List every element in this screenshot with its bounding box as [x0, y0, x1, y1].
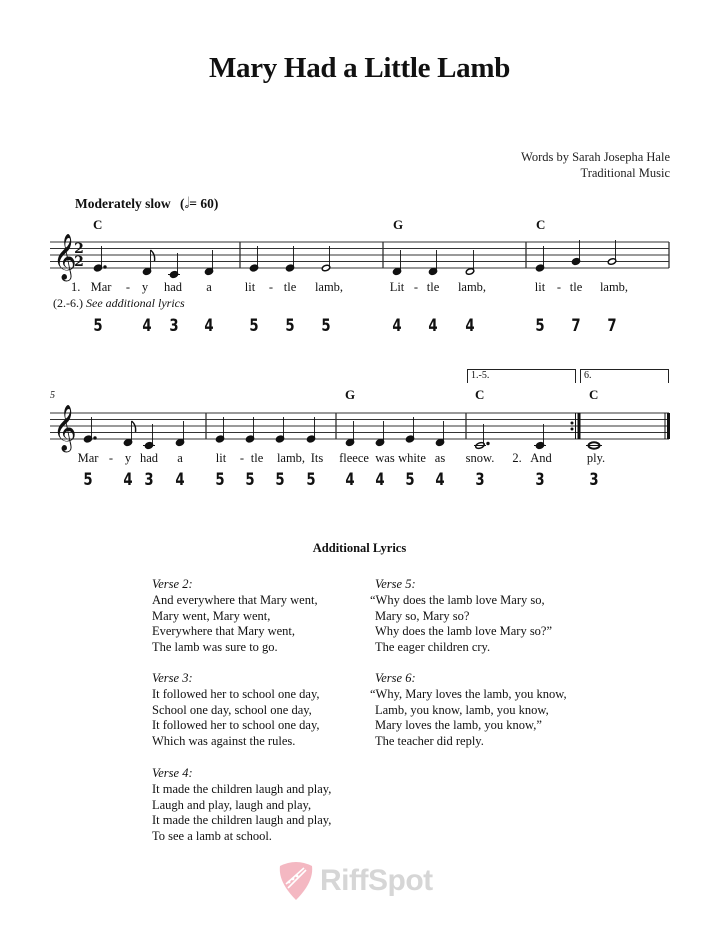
lyric-syllable: lamb,: [314, 280, 344, 294]
verse-line: Lamb, you know, lamb, you know,: [375, 702, 549, 717]
verse-block-3: [152, 671, 320, 750]
verse-line: “Why does the lamb love Mary so,: [370, 592, 545, 607]
verse-line: And everywhere that Mary went,: [152, 592, 318, 607]
note-number: 7: [571, 316, 581, 336]
verse-label: Verse 2:: [152, 577, 193, 591]
time-signature: [74, 241, 84, 270]
note-number: 4: [204, 316, 214, 336]
note-number: 4: [465, 316, 475, 336]
chord-symbol: C: [475, 387, 485, 402]
svg-text:2: 2: [74, 254, 84, 270]
note-number: 5: [535, 316, 545, 336]
verse-line: Mary loves the lamb, you know,”: [375, 718, 542, 733]
lyric-hyphen: -: [556, 280, 562, 294]
additional-lyrics-note: [53, 296, 185, 311]
note-number: 5: [93, 316, 103, 336]
lyric-syllable: lit: [215, 451, 227, 465]
verse-line: Everywhere that Mary went,: [152, 624, 295, 639]
lyric-syllable: tle: [426, 280, 440, 294]
lyric-hyphen: -: [413, 280, 419, 294]
note-number: 5: [306, 470, 316, 490]
lyric-syllable: Its: [310, 451, 324, 465]
lyric-syllable: had: [163, 280, 183, 294]
lyric-syllable: tle: [250, 451, 264, 465]
note-number: 3: [589, 470, 599, 490]
verse-line: Which was against the rules.: [152, 734, 296, 749]
first-ending-bracket: [467, 369, 576, 383]
verse-block-5: [370, 577, 553, 656]
lyric-syllable: tle: [283, 280, 297, 294]
tempo-close-paren: ): [213, 196, 219, 211]
composer-credit: Traditional Music: [580, 166, 670, 180]
verse-line: The eager children cry.: [375, 640, 491, 655]
lyric-syllable: had: [139, 451, 159, 465]
brand-name: RiffSpot: [320, 864, 433, 897]
lyric-syllable: Lit: [389, 280, 405, 294]
lyric-hyphen: -: [239, 451, 245, 465]
verse-number: 2.: [512, 451, 522, 465]
riffspot-logo: [276, 856, 446, 906]
note-number: 4: [392, 316, 402, 336]
chord-symbol: G: [345, 387, 356, 402]
note-number: 5: [285, 316, 295, 336]
additional-lyrics-title: Additional Lyrics: [312, 541, 407, 555]
verse-line: Laugh and play, laugh and play,: [152, 797, 312, 812]
verse-line: It made the children laugh and play,: [152, 813, 332, 828]
lyric-hyphen: -: [125, 280, 131, 294]
verse-label: Verse 3:: [152, 671, 193, 685]
chord-symbol: C: [589, 387, 599, 402]
note-number: 7: [607, 316, 617, 336]
note-number: 4: [435, 470, 445, 490]
lyric-syllable: And: [530, 451, 552, 465]
note-number: 5: [275, 470, 285, 490]
lyric-syllable: lamb,: [457, 280, 487, 294]
verse-line: Mary went, Mary went,: [152, 608, 271, 623]
note-number: 5: [405, 470, 415, 490]
svg-text:2: 2: [74, 241, 84, 257]
verse-label: Verse 4:: [152, 766, 193, 780]
staff-system-2: [50, 413, 669, 439]
note-number: 4: [175, 470, 185, 490]
lyric-syllable: Mar: [90, 280, 112, 294]
lyric-syllable: snow.: [465, 451, 495, 465]
ending-label: 1.-5.: [471, 370, 490, 381]
verse-line: The teacher did reply.: [375, 734, 484, 749]
measure-number: 5: [50, 390, 55, 401]
note-number: 5: [215, 470, 225, 490]
lyric-syllable: white: [398, 451, 426, 465]
treble-clef-icon: 𝄞: [53, 405, 77, 451]
note-number: 4: [123, 470, 133, 490]
lyric-syllable: tle: [569, 280, 583, 294]
note-number: 5: [245, 470, 255, 490]
lyric-syllable: lit: [244, 280, 256, 294]
note-number: 5: [83, 470, 93, 490]
ending-label: 6.: [584, 370, 592, 381]
note-number: 4: [375, 470, 385, 490]
verse-label: Verse 5:: [375, 577, 416, 591]
lyric-syllable: Mar: [77, 451, 99, 465]
song-title: Mary Had a Little Lamb: [208, 52, 511, 84]
lyric-syllable: lit: [534, 280, 546, 294]
verse-block-6: [370, 671, 567, 750]
note-number: 4: [142, 316, 152, 336]
verse-line: It made the children laugh and play,: [152, 781, 332, 796]
verse-range: (2.-6.): [53, 296, 83, 310]
verse-line: Why does the lamb love Mary so?”: [375, 624, 553, 639]
treble-clef-icon: 𝄞: [53, 234, 77, 280]
lyric-syllable: lamb,: [599, 280, 629, 294]
verse-line: Mary so, Mary so?: [375, 608, 470, 623]
lyric-hyphen: -: [108, 451, 114, 465]
note-number: 3: [535, 470, 545, 490]
lyric-syllable: ply.: [586, 451, 606, 465]
lyric-syllable: as: [434, 451, 446, 465]
note-number: 3: [169, 316, 179, 336]
tempo-text: Moderately slow: [75, 196, 171, 211]
tempo-open-paren: (: [179, 196, 185, 211]
chord-symbol: C: [536, 217, 546, 232]
lyric-hyphen: -: [268, 280, 274, 294]
see-additional-lyrics: See additional lyrics: [86, 296, 185, 310]
verse-line: It followed her to school one day,: [152, 686, 320, 701]
verse-line: “Why, Mary loves the lamb, you know,: [370, 686, 567, 701]
verse-line: School one day, school one day,: [152, 702, 312, 717]
verse-block-2: [152, 577, 318, 656]
half-note-icon: 𝅗𝅥: [184, 196, 190, 212]
lyric-syllable: was: [375, 451, 395, 465]
note-number: 4: [345, 470, 355, 490]
note-number: 3: [144, 470, 154, 490]
tempo-bpm: = 60: [189, 196, 214, 211]
lyric-syllable: lamb,: [276, 451, 306, 465]
lyric-syllable: y: [141, 280, 149, 294]
second-ending-bracket: [580, 369, 669, 383]
verse-label: Verse 6:: [375, 671, 416, 685]
verse-line: The lamb was sure to go.: [152, 640, 278, 655]
lyric-syllable: y: [124, 451, 132, 465]
lyric-syllable: fleece: [339, 451, 369, 465]
note-number: 5: [321, 316, 331, 336]
chord-symbol: G: [393, 217, 404, 232]
guitar-pick-icon: [276, 860, 316, 902]
note-number: 3: [475, 470, 485, 490]
verse-line: It followed her to school one day,: [152, 718, 320, 733]
verse-number: 1.: [71, 280, 81, 294]
lyric-syllable: a: [206, 280, 212, 294]
chord-symbol: C: [93, 217, 103, 232]
verse-block-4: [152, 766, 331, 845]
note-number: 5: [249, 316, 259, 336]
lyricist-credit: Words by Sarah Josepha Hale: [521, 150, 670, 164]
lyric-syllable: a: [177, 451, 183, 465]
verse-line: To see a lamb at school.: [152, 829, 272, 844]
note-number: 4: [428, 316, 438, 336]
